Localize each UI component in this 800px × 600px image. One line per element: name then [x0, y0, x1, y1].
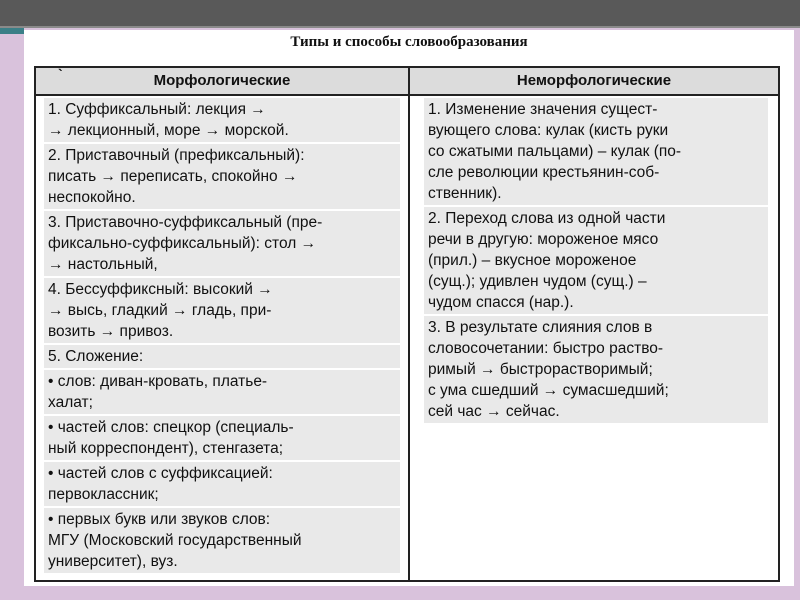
text-line: неспокойно. — [48, 189, 136, 206]
column-divider — [408, 68, 410, 580]
text-line: (сущ.); удивлен чудом (сущ.) – — [428, 273, 647, 290]
top-bar-accent — [0, 28, 24, 34]
text-line: • частей слов с суффиксацией: — [48, 465, 273, 482]
slide-title: Типы и способы словообразования — [290, 34, 528, 50]
text-line: 3. Приставочно-суффиксальный (пре- — [48, 214, 323, 231]
item-part-of-speech-transition — [424, 207, 768, 314]
morphological-column — [44, 98, 400, 575]
text-line: возить → привоз. — [48, 323, 174, 340]
text-line: университет), вуз. — [48, 553, 178, 570]
text-line: словосочетании: быстро раство- — [428, 340, 664, 357]
text-line: ственник). — [428, 185, 502, 202]
item-word-merging — [424, 316, 768, 423]
item-prefixal — [44, 144, 400, 209]
text-line: сле революции крестьянин-соб- — [428, 164, 660, 181]
item-suffixal — [44, 98, 400, 142]
text-line: чудом спасся (нар.). — [428, 294, 574, 311]
sub-item-word-parts — [44, 416, 400, 460]
text-line: МГУ (Московский государственный — [48, 532, 302, 549]
text-line: → лекционный, море → морской. — [48, 122, 289, 139]
text-line: фиксально-суффиксальный): стол → — [48, 235, 317, 252]
text-line: (прил.) – вкусное мороженое — [428, 252, 637, 269]
text-line: → высь, гладкий → гладь, при- — [48, 302, 272, 319]
text-line: 1. Суффиксальный: лекция → — [48, 101, 266, 118]
text-line: 1. Изменение значения сущест- — [428, 101, 658, 118]
text-line: речи в другую: мороженое мясо — [428, 231, 659, 248]
text-line: 3. В результате слияния слов в — [428, 319, 653, 336]
text-line: писать → переписать, спокойно → — [48, 168, 298, 185]
item-meaning-change — [424, 98, 768, 205]
sub-item-words — [44, 370, 400, 414]
text-line: 2. Приставочный (префиксальный): — [48, 147, 305, 164]
text-line: • первых букв или звуков слов: — [48, 511, 271, 528]
text-line: халат; — [48, 394, 93, 411]
non-morphological-column — [424, 98, 768, 425]
text-line: 4. Бессуффиксный: высокий → — [48, 281, 273, 298]
text-line: • слов: диван-кровать, платье- — [48, 373, 268, 390]
text-line: • частей слов: спецкор (специаль- — [48, 419, 294, 436]
sub-item-parts-with-suffix — [44, 462, 400, 506]
item-prefix-suffixal — [44, 211, 400, 276]
text-line: 2. Переход слова из одной части — [428, 210, 666, 227]
text-line: ный корреспондент), стенгазета; — [48, 440, 284, 457]
header-morphological: Морфологические — [153, 72, 291, 89]
text-line: вующего слова: кулак (кисть руки — [428, 122, 669, 139]
text-line: 5. Сложение: — [48, 348, 144, 365]
top-bar-divider — [0, 26, 800, 28]
sub-item-first-letters — [44, 508, 400, 573]
text-line: сей час → сейчас. — [428, 403, 560, 420]
header-mark: ` — [58, 66, 63, 82]
header-non-morphological: Неморфологические — [516, 72, 672, 89]
text-line: римый → быстрорастворимый; — [428, 361, 653, 378]
slide — [24, 30, 794, 586]
top-bar — [0, 0, 800, 26]
item-compounding — [44, 345, 400, 368]
item-non-suffixal — [44, 278, 400, 343]
text-line: → настольный, — [48, 256, 158, 273]
word-formation-table — [34, 66, 780, 582]
text-line: первоклассник; — [48, 486, 159, 503]
text-line: со сжатыми пальцами) – кулак (по- — [428, 143, 682, 160]
text-line: с ума сшедший → сумасшедший; — [428, 382, 669, 399]
table-header — [36, 68, 778, 96]
